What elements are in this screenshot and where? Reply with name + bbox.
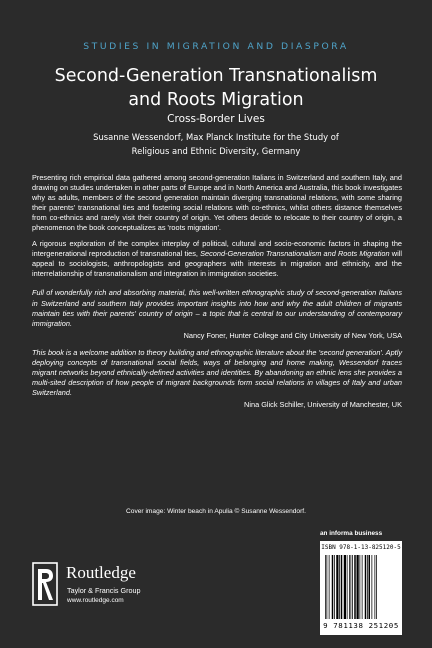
barcode-bar: [327, 555, 328, 619]
title-line-1: Second-Generation Transnationalism: [54, 66, 378, 86]
barcode-bar: [367, 555, 368, 619]
barcode-bar: [347, 555, 348, 619]
series-name: STUDIES IN MIGRATION AND DIASPORA: [83, 41, 349, 52]
publisher-group: Taylor & Francis Group: [67, 586, 141, 595]
book-title: [0, 64, 432, 112]
barcode-number: 9 781138 251205: [323, 621, 399, 630]
barcode-bar: [336, 555, 338, 619]
author-line-1: Susanne Wessendorf, Max Planck Institute for the Study of: [93, 132, 339, 142]
paragraph-2-part-a: A rigorous exploration of the complex interplay of political, cultural and socio-economic factors in shaping the intergenerational reproduction of transnational ties,: [32, 239, 402, 259]
barcode-bar: [362, 555, 363, 619]
barcode-bar: [341, 555, 343, 619]
barcode-bar: [365, 555, 367, 619]
barcode-bar: [357, 555, 359, 619]
barcode-bar: [334, 555, 335, 619]
barcode-bar: [376, 555, 377, 619]
publisher-logo: [32, 562, 172, 612]
blurb-paragraph-1: Presenting rich empirical data gathered among second-generation Italians in Switzerland and southern Italy, and drawing on studies undertaken in other parts of Europe and in North America and Australia, this book investigates why as adults, members of the second generation maintain diverging transnational relations, with some sharing their parents' transnational ties and fostering social relations with co-ethnics, whilst others distance themselves from co-ethnics and rarely visit their country of origin. Yet others decide to relocate to their country of origin, a phenomenon the book conceptualizes as 'roots migration'.: [32, 173, 402, 233]
paragraph-2-part-b: will appeal to sociologists, anthropologists and geographers with interests in migration and ethnicity, and the interrelationship of transnationalism and integration in immigration societies.: [32, 249, 402, 279]
barcode-bar: [329, 555, 330, 619]
barcode-bar: [372, 555, 373, 619]
barcode-bar: [332, 555, 334, 619]
barcode-bar: [369, 555, 371, 619]
isbn-label: ISBN 978-1-13-825120-5: [321, 544, 401, 551]
paragraph-2-book-title: Second-Generation Transnationalism and Roots Migration: [200, 249, 390, 259]
review-attribution-1: Nancy Foner, Hunter College and City University of New York, USA: [183, 330, 402, 340]
parent-company: an informa business: [320, 530, 383, 537]
routledge-r-icon: [32, 562, 58, 606]
cover-credit: Cover image: Winter beach in Apulia © Susanne Wessendorf.: [126, 508, 306, 515]
review-attribution-2: Nina Glick Schiller, University of Manchester, UK: [244, 400, 402, 410]
barcode-bar: [325, 555, 326, 619]
review-quote-1: Full of wonderfully rich and absorbing material, this well-written ethnographic study of second-generation Italians in Switzerland and southern Italy provides important insights into how and why the adult children of migrants maintain ties with their parents' country of origin – a topic that is central to our understanding of contemporary immigration.: [32, 288, 402, 328]
blurb: [32, 173, 402, 417]
barcode-bar: [360, 555, 361, 619]
publisher-name: Routledge: [66, 563, 136, 582]
blurb-paragraph-2: [32, 239, 402, 279]
author-line-2: Religious and Ethnic Diversity, Germany: [131, 146, 301, 156]
title-line-2: and Roots Migration: [128, 90, 304, 110]
barcode-bar: [344, 555, 346, 619]
barcode: [320, 541, 402, 635]
barcode-bar: [351, 555, 352, 619]
barcode-bars: [325, 555, 397, 619]
barcode-bar: [375, 555, 376, 619]
publisher-url: www.routledge.com: [67, 597, 124, 604]
book-subtitle: Cross-Border Lives: [167, 113, 265, 125]
author-block: [0, 130, 432, 158]
barcode-bar: [339, 555, 340, 619]
barcode-bar: [352, 555, 353, 619]
barcode-bar: [349, 555, 350, 619]
review-quote-2: This book is a welcome addition to theory building and ethnographic literature about the 'second generation'. Aptly deploying concepts of transnational social fields, ways of belonging and home making, Wessendorf traces migrant networks beyond ethnically-defined activities and identities. By abandoning an ethnic lens she provides a multi-sited description of how people of migrant backgrounds form social relations in villages of Italy and urban Switzerland.: [32, 347, 402, 398]
barcode-bar: [354, 555, 356, 619]
